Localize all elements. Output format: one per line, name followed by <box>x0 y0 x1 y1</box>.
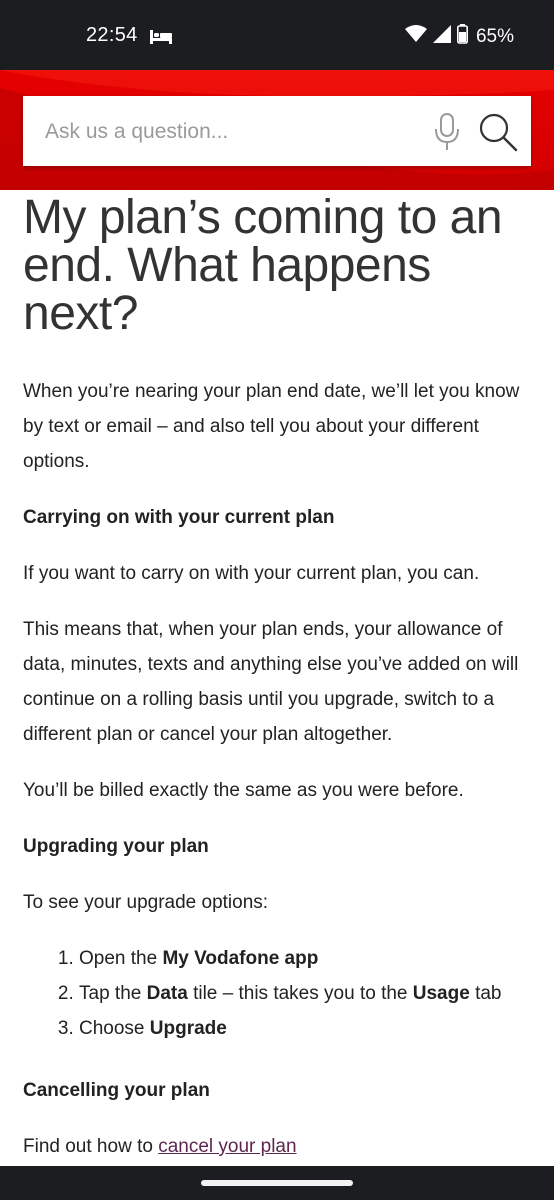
section-heading-upgrading: Upgrading your plan <box>23 836 209 857</box>
step-text: tab <box>469 983 502 1004</box>
step-bold-text: My Vodafone app <box>162 948 319 969</box>
search-input[interactable] <box>43 114 427 150</box>
step-text: Open the <box>79 948 163 969</box>
page-title: My plan’s coming to an end. What happens next? <box>23 191 503 340</box>
battery-level: 65% <box>475 25 514 47</box>
list-item <box>79 941 523 976</box>
list-item <box>79 976 523 1011</box>
search-box <box>23 96 531 166</box>
step-bold-text: Data <box>146 983 188 1004</box>
cancelling-text: Find out how to <box>23 1136 159 1157</box>
step-text: tile – this takes you to the <box>187 983 413 1004</box>
wifi-icon <box>405 25 427 48</box>
microphone-icon[interactable] <box>433 112 461 152</box>
step-bold-text: Usage <box>412 983 470 1004</box>
list-item <box>79 1011 523 1046</box>
search-icon[interactable] <box>478 112 518 152</box>
status-icons <box>405 24 514 49</box>
section-heading-cancelling: Cancelling your plan <box>23 1080 210 1101</box>
signal-icon <box>433 25 451 48</box>
upgrade-intro: To see your upgrade options: <box>23 892 269 913</box>
home-gesture-handle[interactable] <box>201 1180 353 1186</box>
section-heading-carrying-on: Carrying on with your current plan <box>23 507 335 528</box>
article <box>23 191 523 1164</box>
status-time: 22:54 <box>86 24 138 46</box>
step-text: Tap the <box>79 983 147 1004</box>
carrying-on-paragraph-1: If you want to carry on with your current plan, you can. <box>23 563 480 584</box>
step-bold-text: Upgrade <box>149 1018 227 1039</box>
carrying-on-paragraph-3: You’ll be billed exactly the same as you were before. <box>23 780 464 801</box>
upgrade-steps <box>23 941 523 1046</box>
bed-icon <box>150 30 172 49</box>
intro-paragraph: When you’re nearing your plan end date, we’ll let you know by text or email – and also tell you about your different options. <box>23 381 520 472</box>
step-text: Choose <box>79 1018 150 1039</box>
cancel-plan-link[interactable]: cancel your plan <box>158 1136 297 1157</box>
cancelling-paragraph <box>23 1129 523 1164</box>
carrying-on-paragraph-2: This means that, when your plan ends, your allowance of data, minutes, texts and anything else you’ve added on will continue on a rolling basis until you upgrade, switch to a different plan or cancel your plan altogether. <box>23 619 519 745</box>
status-bar <box>0 0 554 70</box>
battery-icon <box>457 24 468 49</box>
navigation-bar <box>0 1166 554 1200</box>
search-header <box>0 70 554 190</box>
